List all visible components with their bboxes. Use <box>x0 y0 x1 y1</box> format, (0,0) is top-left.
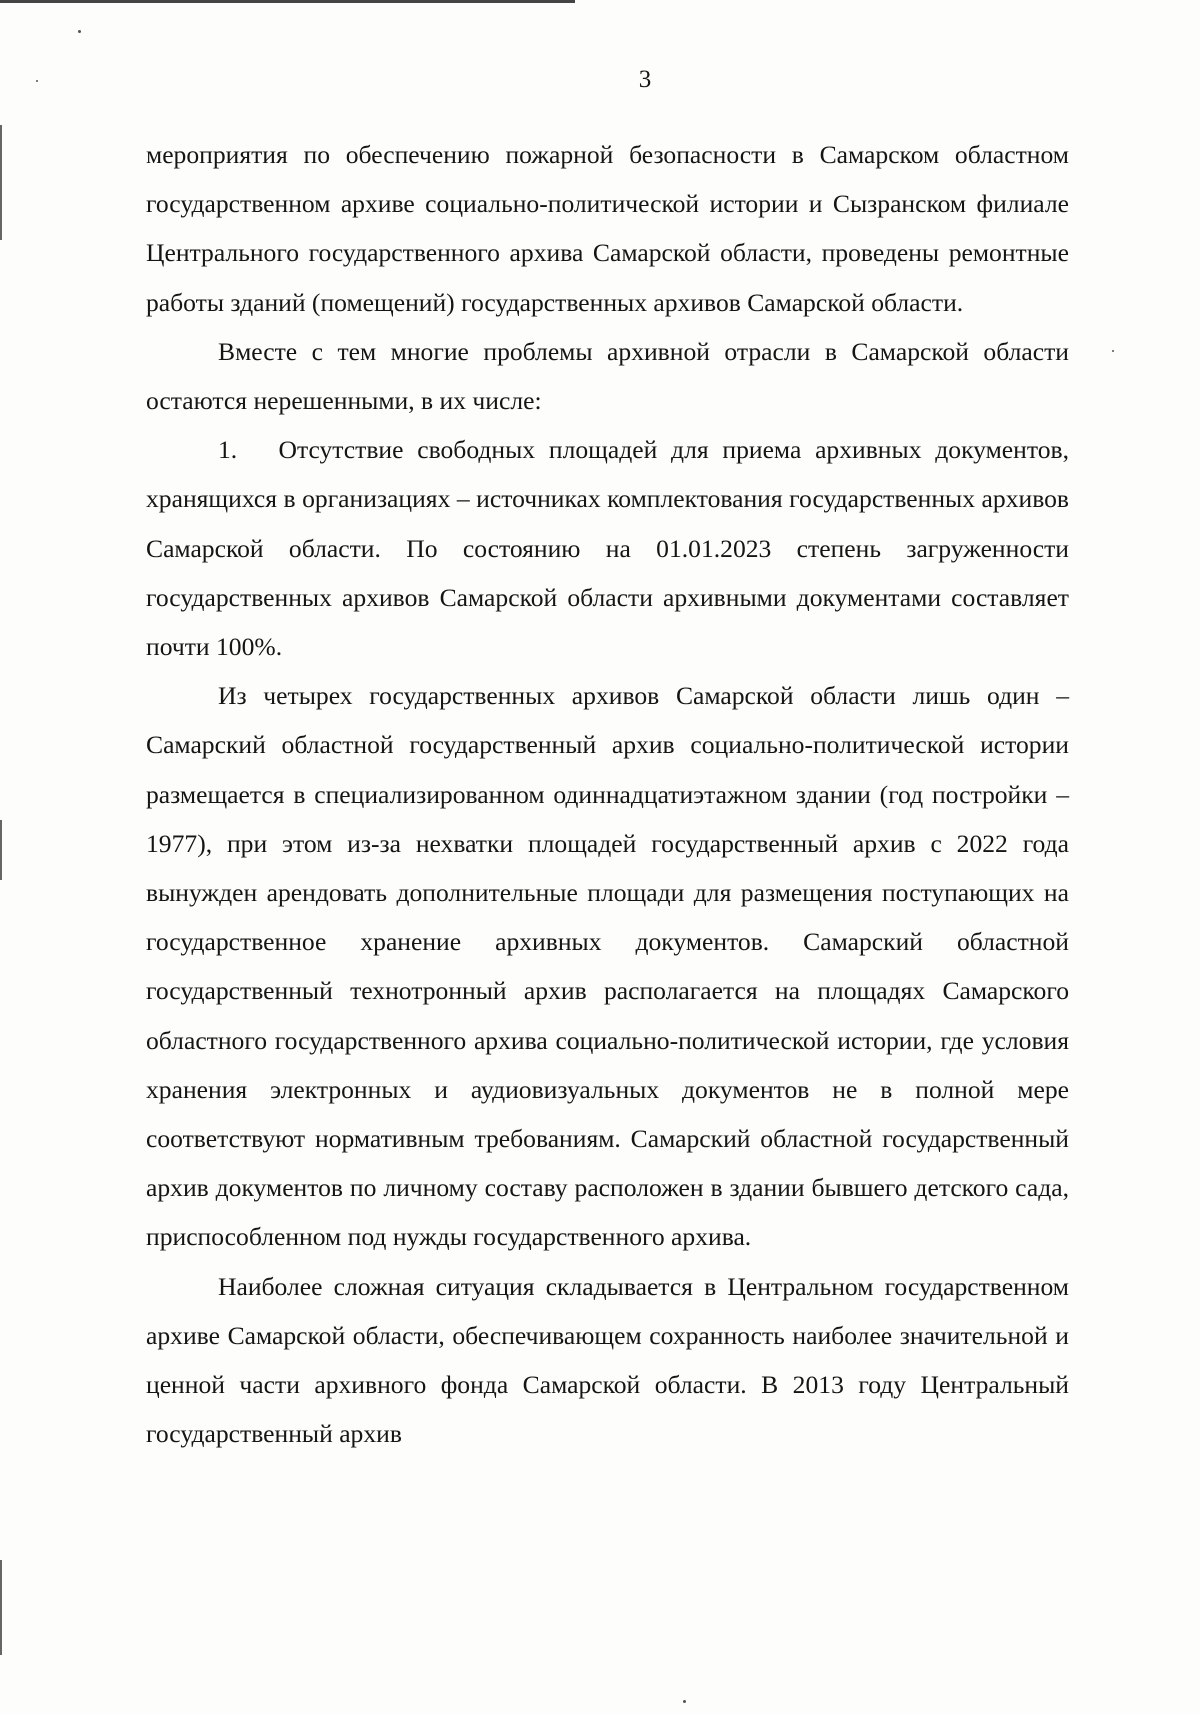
paragraph-central-archive: Наиболее сложная ситуация складывается в Центральном государственном архиве Самарской области, обеспечивающем сохранность наиболее значительной и ценной части архивного фонда Самарской области. В 2013 году Центральный государственный архив <box>146 1271 1069 1449</box>
scan-edge-mark <box>0 1560 2 1655</box>
page-number: 3 <box>638 66 652 93</box>
scan-speck <box>1112 350 1114 352</box>
scan-edge-mark <box>0 125 2 240</box>
paragraph-four-archives: Из четырех государственных архивов Самарской области лишь один – Самарский областной государственный архив социально-политической истории размещается в специализированном одиннадцатиэтажном здании (год постройки – 1977), при этом из-за нехватки площадей государственный архив с 2022 года вынужден арендовать дополнительные площади для размещения поступающих на государственное хранение архивных документов. Самарский областной государственный технотронный архив располагается на площадях Самарского областного государственного архива социально-политической истории, где условия хранения электронных и аудиовизуальных документов не в полной мере соответствуют нормативным требованиям. Самарский областной государственный архив документов по личному составу расположен в здании бывшего детского сада, приспособленном под нужды государственного архива. <box>146 681 1069 1252</box>
list-item-1-no-free-space: 1. Отсутствие свободных площадей для приема архивных документов, хранящихся в организациях – источниках комплектования государственных архивов Самарской области. По состоянию на 01.01.2023 степень загруженности государственных архивов Самарской области архивными документами составляет почти 100%. <box>146 435 1069 662</box>
scan-speck <box>683 1700 686 1703</box>
document-body <box>146 130 1069 1458</box>
scan-speck <box>78 30 81 33</box>
paragraph-fire-safety-continuation: мероприятия по обеспечению пожарной безопасности в Самарском областном государственном архиве социально-политической истории и Сызранском филиале Центрального государственного архива Самарской области, проведены ремонтные работы зданий (помещений) государственных архивов Самарской области. <box>146 140 1069 317</box>
scan-edge-line <box>0 0 575 3</box>
paragraph-unsolved-problems: Вместе с тем многие проблемы архивной отрасли в Самарской области остаются нерешенными, в их числе: <box>146 336 1069 416</box>
scan-edge-mark <box>0 820 2 880</box>
